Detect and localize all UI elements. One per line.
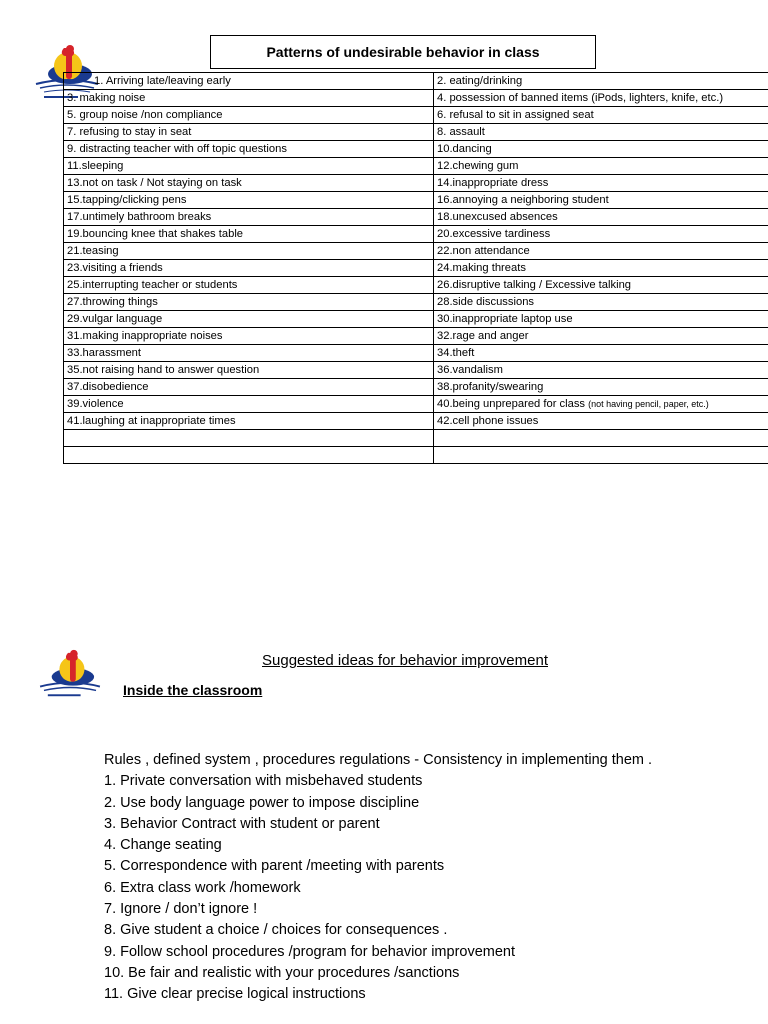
page-title: Patterns of undesirable behavior in class [210, 35, 596, 69]
table-cell-right: 36.vandalism [434, 362, 768, 379]
list-item: 2. Use body language power to impose discipline [104, 794, 420, 811]
table-cell-right: 38.profanity/swearing [434, 379, 768, 396]
cell-text: 40.being unprepared for class [437, 398, 589, 410]
table-cell-left: 15.tapping/clicking pens [64, 192, 434, 209]
table-cell-left: 27.throwing things [64, 294, 434, 311]
table-cell-right: 14.inappropriate dress [434, 175, 768, 192]
table-row [64, 243, 768, 260]
list-item: 10. Be fair and realistic with your procedures /sanctions [104, 964, 460, 981]
table-cell-left: 37.disobedience [64, 379, 434, 396]
list-item: 4. Change seating [104, 837, 222, 854]
table-cell-right: 16.annoying a neighboring student [434, 192, 768, 209]
suggestions-body [104, 750, 684, 1006]
table-cell-left: 13.not on task / Not staying on task [64, 175, 434, 192]
table-cell-left: 29.vulgar language [64, 311, 434, 328]
table-cell-right: 4. possession of banned items (iPods, lighters, knife, etc.) [434, 90, 768, 107]
table-cell-right: 34.theft [434, 345, 768, 362]
table-cell-left: 11.sleeping [64, 158, 434, 175]
table-cell-right: 20.excessive tardiness [434, 226, 768, 243]
table-row [64, 226, 768, 243]
table-cell-left: 41.laughing at inappropriate times [64, 413, 434, 430]
table-cell-left: 35.not raising hand to answer question [64, 362, 434, 379]
table-cell-left: 23.visiting a friends [64, 260, 434, 277]
table-row [64, 124, 768, 141]
table-cell-left: 3. making noise [64, 90, 434, 107]
table-cell-right: 18.unexcused absences [434, 209, 768, 226]
inside-classroom-heading: Inside the classroom [123, 682, 263, 698]
table-cell-right: 42.cell phone issues [434, 413, 768, 430]
table-row [64, 73, 768, 90]
list-item: 5. Correspondence with parent /meeting with parents [104, 858, 445, 875]
table-cell-right: 30.inappropriate laptop use [434, 311, 768, 328]
table-cell-left: 7. refusing to stay in seat [64, 124, 434, 141]
table-cell-left: 25.interrupting teacher or students [64, 277, 434, 294]
suggestion-list [104, 771, 684, 1005]
table-row [64, 192, 768, 209]
list-item: 11. Give clear precise logical instructions [104, 986, 366, 1003]
table-cell-right: 32.rage and anger [434, 328, 768, 345]
table-cell-left: 9. distracting teacher with off topic questions [64, 141, 434, 158]
table-cell-right: 8. assault [434, 124, 768, 141]
table-row [64, 362, 768, 379]
table-cell-right: 28.side discussions [434, 294, 768, 311]
table-cell-right: 22.non attendance [434, 243, 768, 260]
table-row [64, 294, 768, 311]
list-item: 6. Extra class work /homework [104, 879, 301, 896]
table-row [64, 379, 768, 396]
list-item: 7. Ignore / don’t ignore ! [104, 901, 258, 918]
table-cell-right [434, 430, 768, 447]
table-cell-right: 6. refusal to sit in assigned seat [434, 107, 768, 124]
table-row [64, 107, 768, 124]
table-cell-left [64, 430, 434, 447]
list-item: 8. Give student a choice / choices for consequences . [104, 922, 448, 939]
table-row [64, 90, 768, 107]
table-cell-left: 17.untimely bathroom breaks [64, 209, 434, 226]
table-row [64, 141, 768, 158]
table-cell-left: 33.harassment [64, 345, 434, 362]
table-row [64, 430, 768, 447]
table-cell-left: 21.teasing [64, 243, 434, 260]
table-cell-left: 31.making inappropriate noises [64, 328, 434, 345]
table-row [64, 328, 768, 345]
table-cell-right: 12.chewing gum [434, 158, 768, 175]
table-row [64, 396, 768, 413]
table-cell-right [434, 447, 768, 464]
suggestions-title: Suggested ideas for behavior improvement [262, 652, 548, 669]
suggestions-intro: Rules , defined system , procedures regulations - Consistency in implementing them . [104, 752, 653, 768]
table-cell-left: 19.bouncing knee that shakes table [64, 226, 434, 243]
table-row [64, 345, 768, 362]
table-cell-right: 24.making threats [434, 260, 768, 277]
table-row [64, 260, 768, 277]
table-cell-left: 39.violence [64, 396, 434, 413]
table-cell-left: 5. group noise /non compliance [64, 107, 434, 124]
table-row [64, 209, 768, 226]
table-row [64, 158, 768, 175]
list-item: 3. Behavior Contract with student or parent [104, 815, 380, 832]
table-row [64, 277, 768, 294]
table-row [64, 447, 768, 464]
table-cell-left [64, 447, 434, 464]
table-cell-right: 2. eating/drinking [434, 73, 768, 90]
table-row [64, 311, 768, 328]
cell-note: (not having pencil, paper, etc.) [588, 399, 709, 409]
table-cell-right: 26.disruptive talking / Excessive talking [434, 277, 768, 294]
table-cell-left: 1. Arriving late/leaving early [64, 73, 434, 90]
table-cell-right [434, 396, 768, 413]
table-cell-right: 10.dancing [434, 141, 768, 158]
table-row [64, 413, 768, 430]
list-item: 1. Private conversation with misbehaved students [104, 773, 423, 790]
list-item: 9. Follow school procedures /program for behavior improvement [104, 943, 516, 960]
behavior-table [63, 72, 768, 464]
table-row [64, 175, 768, 192]
